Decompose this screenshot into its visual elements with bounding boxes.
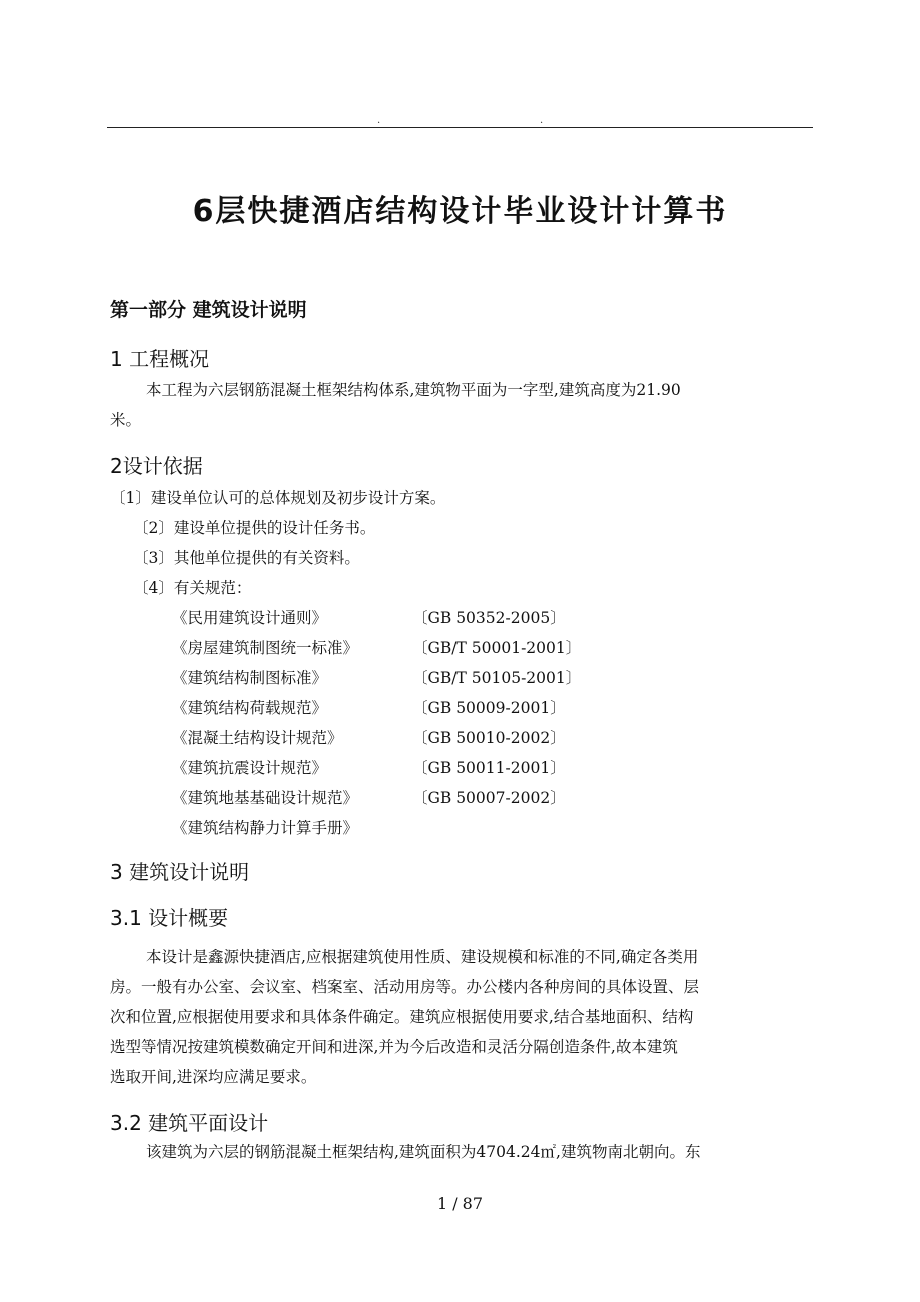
section-1-paragraph xyxy=(110,375,814,435)
paragraph-line: 米。 xyxy=(110,411,142,429)
standard-code: 〔GB 50010-2002〕 xyxy=(412,729,566,747)
paragraph-line: 选取开间,进深均应满足要求。 xyxy=(110,1068,317,1086)
standard-name: 《建筑抗震设计规范》 xyxy=(172,759,328,777)
subsection-heading-3-1: 3.1 设计概要 xyxy=(110,906,229,930)
standard-name: 《建筑结构静力计算手册》 xyxy=(172,819,359,837)
part-heading: 第一部分 建筑设计说明 xyxy=(110,299,307,321)
header-dot-right: . xyxy=(540,115,544,126)
standard-name: 《民用建筑设计通则》 xyxy=(172,609,328,627)
paragraph-line: 房。一般有办公室、会议室、档案室、活动用房等。办公楼内各种房间的具体设置、层 xyxy=(110,978,700,996)
standard-name: 《混凝土结构设计规范》 xyxy=(172,729,343,747)
section-3-1-paragraph xyxy=(110,942,814,1092)
page-number: 1 / 87 xyxy=(436,1194,484,1213)
section-heading-2: 2设计依据 xyxy=(110,454,203,478)
standard-name: 《房屋建筑制图统一标准》 xyxy=(172,639,359,657)
list-item: 〔3〕其他单位提供的有关资料。 xyxy=(133,549,360,567)
standard-name: 《建筑结构荷载规范》 xyxy=(172,699,328,717)
standard-code: 〔GB 50011-2001〕 xyxy=(412,759,566,777)
standard-code: 〔GB/T 50001-2001〕 xyxy=(412,639,582,657)
standard-code: 〔GB/T 50105-2001〕 xyxy=(412,669,582,687)
document-title: 6层快捷酒店结构设计毕业设计计算书 xyxy=(192,194,728,229)
page-header xyxy=(0,116,920,126)
list-item: 〔4〕有关规范： xyxy=(133,579,252,597)
paragraph-line: 次和位置,应根据使用要求和具体条件确定。建筑应根据使用要求,结合基地面积、结构 xyxy=(110,1008,694,1026)
standard-code: 〔GB 50352-2005〕 xyxy=(412,609,566,627)
standard-name: 《建筑地基基础设计规范》 xyxy=(172,789,359,807)
standard-code: 〔GB 50007-2002〕 xyxy=(412,789,566,807)
standard-name: 《建筑结构制图标准》 xyxy=(172,669,328,687)
section-heading-1: 1 工程概况 xyxy=(110,347,210,371)
header-dot-left: . xyxy=(377,115,381,126)
section-3-2-paragraph xyxy=(110,1137,814,1167)
standard-code: 〔GB 50009-2001〕 xyxy=(412,699,566,717)
paragraph-line: 本设计是鑫源快捷酒店,应根据建筑使用性质、建设规模和标准的不同,确定各类用 xyxy=(146,948,699,966)
paragraph-line: 选型等情况按建筑模数确定开间和进深,并为今后改造和灵活分隔创造条件,故本建筑 xyxy=(110,1038,678,1056)
list-item: 〔1〕建设单位认可的总体规划及初步设计方案。 xyxy=(110,489,446,507)
header-rule xyxy=(107,127,813,128)
list-item: 〔2〕建设单位提供的设计任务书。 xyxy=(133,519,376,537)
paragraph-line: 本工程为六层钢筋混凝土框架结构体系,建筑物平面为一字型,建筑高度为21.90 xyxy=(146,381,681,399)
subsection-heading-3-2: 3.2 建筑平面设计 xyxy=(110,1111,269,1135)
paragraph-line: 该建筑为六层的钢筋混凝土框架结构,建筑面积为4704.24㎡,建筑物南北朝向。东 xyxy=(146,1143,701,1161)
section-heading-3: 3 建筑设计说明 xyxy=(110,860,250,884)
